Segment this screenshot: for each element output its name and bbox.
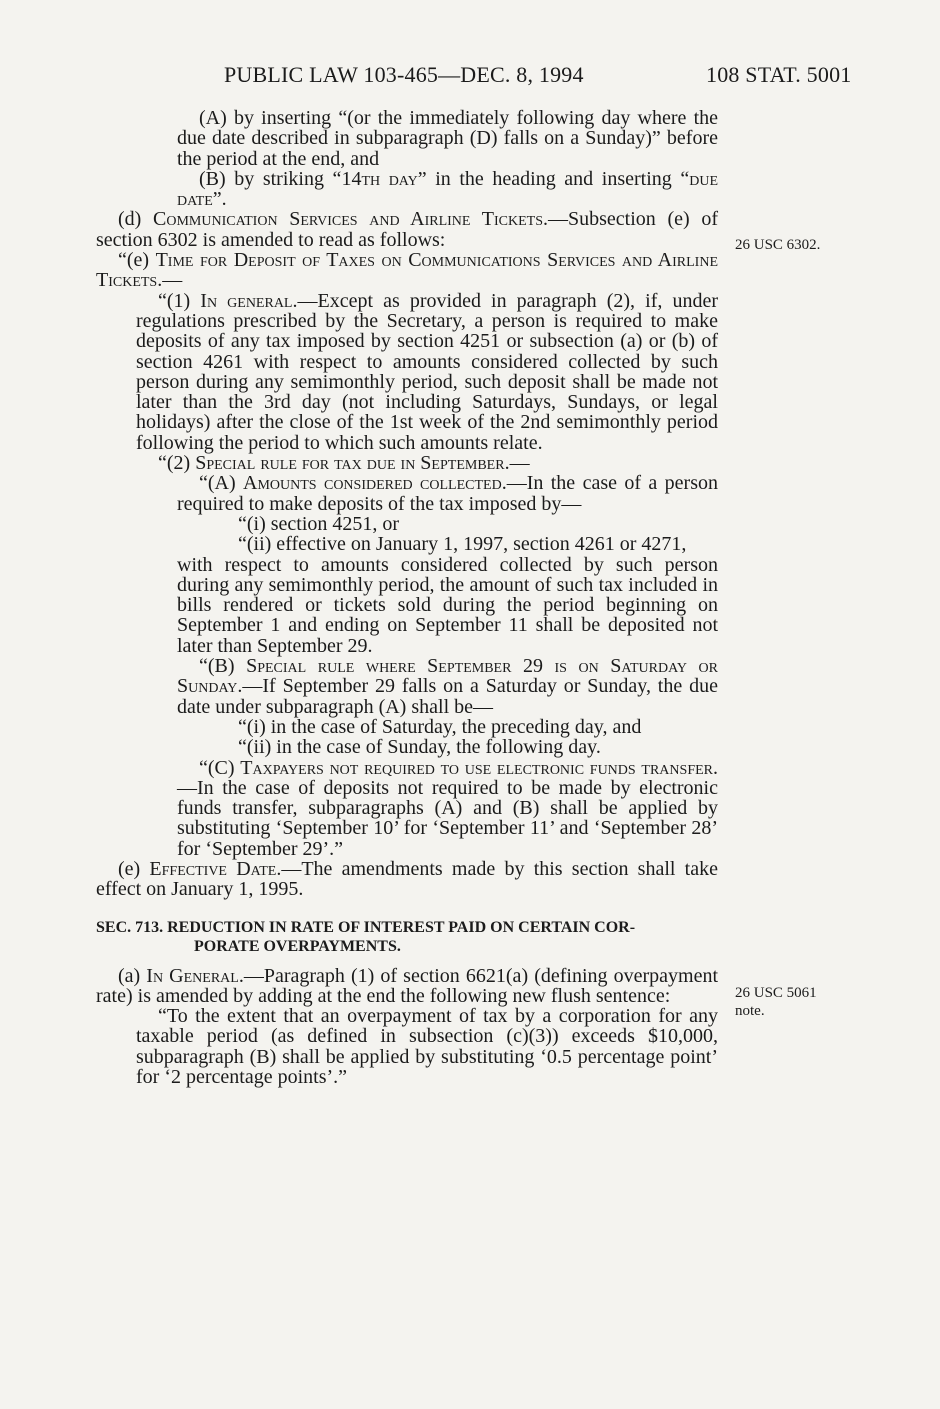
clause-2b-ii: “(ii) in the case of Sunday, the following day. — [238, 736, 601, 759]
text-run: “(1) — [158, 289, 201, 312]
text-run: .—Subsection (e) of section 6302 is amended to read as follows: — [96, 208, 718, 251]
text-run: .—Paragraph (1) of section 6621(a) (defining overpayment rate) is amended by adding at the end the following new flush sentence: — [96, 964, 718, 1007]
flush-sentence-quote: “To the extent that an overpayment of tax by a corporation for any taxable period (as defined in subsection (c)(3)) exceeds $10,000, subparagraph (B) shall be applied by substituting ‘0.5 percentage point’ for ‘2 percentage points’.” — [136, 1005, 718, 1089]
text-run: (a) — [118, 964, 147, 987]
margin-note-line: 26 USC 5061 — [735, 985, 817, 1001]
small-caps-run: 14th day — [341, 167, 418, 190]
text-run: “(C) — [199, 756, 241, 779]
subparagraph-2c — [177, 758, 718, 859]
text-run: (B) by striking “ — [199, 167, 342, 190]
subparagraph-2a — [177, 473, 718, 514]
clause-a-inserting: (A) by inserting “(or the immediately following day where the due date described in subparagraph (D) falls on a Sunday)” before the period at the end, and — [177, 107, 718, 170]
text-run: ” in the heading and inserting “ — [417, 167, 690, 190]
text-run: “(B) — [199, 655, 247, 678]
clause-2a-i: “(i) section 4251, or — [238, 512, 400, 535]
section-713-heading — [96, 918, 718, 956]
subsection-heading: Communication Services and Airline Tickets — [153, 208, 543, 231]
paragraph-1-in-general — [136, 291, 718, 453]
text-run: .—In the case of a person required to make deposits of the tax imposed by— — [177, 472, 719, 515]
document-body — [96, 108, 718, 1087]
paragraph-heading: In general — [200, 289, 293, 312]
text-run: (e) — [118, 857, 150, 880]
subsection-e-heading — [96, 250, 718, 291]
text-run: .—In the case of deposits not required to be made by electronic funds transfer, subparagraphs (A) and (B) shall be applied by substituting ‘September 10’ for ‘September 11’ and ‘September 28’ for ‘September 29’.” — [177, 756, 718, 860]
subparagraph-2b — [177, 656, 718, 717]
small-caps-run: due date — [177, 167, 719, 211]
text-run: (d) — [118, 208, 153, 231]
text-run: “(e) — [118, 249, 156, 272]
subsection-e-effective-date — [96, 859, 718, 900]
text-run: .—Except as provided in paragraph (2), if, under regulations prescribed by the Secretary, a person is required to make deposits of any tax imposed by section 4251 or subsection (a) or (b) of section 4261 with respect to amounts considered collected by such person during any semimonthly period, such deposit shall be made not later than the 3rd day (not including Saturdays, Sundays, or legal holidays) after the close of the 1st week of the 2nd semimonthly period following the period to which such amounts relate. — [136, 289, 718, 454]
text-run: .— — [504, 452, 530, 475]
paragraph-2-heading — [136, 453, 718, 473]
running-header-stat-page: 108 STAT. 5001 — [706, 62, 852, 87]
subparagraph-heading: Special rule where September 29 is on Saturday or Sunday — [177, 655, 718, 698]
subsection-heading: In General — [146, 964, 239, 987]
clause-2a-ii: “(ii) effective on January 1, 1997, section 4261 or 4271, — [238, 533, 687, 556]
running-header-title: PUBLIC LAW 103-465—DEC. 8, 1994 — [224, 62, 584, 87]
subparagraph-heading: Taxpayers not required to use electronic funds transfer — [240, 756, 713, 779]
subsection-a-in-general — [96, 966, 718, 1007]
subparagraph-heading: Amounts considered collected — [243, 472, 502, 495]
text-run: “(A) — [199, 472, 244, 495]
section-heading-line: SEC. 713. REDUCTION IN RATE OF INTEREST PAID ON CERTAIN COR- — [96, 918, 636, 936]
clause-2b-i: “(i) in the case of Saturday, the preceding day, and — [238, 715, 642, 738]
text-run: “(2) — [158, 452, 196, 475]
margin-note-line: note. — [735, 1003, 765, 1019]
text-run: .— — [157, 269, 183, 292]
paragraph-heading: Special rule for tax due in September — [195, 452, 505, 475]
clause-b-striking — [177, 169, 718, 210]
section-heading-line: PORATE OVERPAYMENTS. — [194, 937, 401, 955]
subsection-heading: Time for Deposit of Taxes on Communications Services and Airline Tickets — [96, 249, 718, 292]
subsection-d — [96, 209, 718, 250]
text-run: .—If September 29 falls on a Saturday or Sunday, the due date under subparagraph (A) shall be— — [177, 675, 718, 718]
subparagraph-2a-flush: with respect to amounts considered collected by such person during any semimonthly period, the amount of such tax included in bills rendered or tickets sold during the period beginning on September 1 and ending on September 11 shall be deposited not later than September 29. — [177, 553, 718, 657]
text-run: .—The amendments made by this section shall take effect on January 1, 1995. — [96, 857, 718, 901]
subsection-heading: Effective Date — [149, 857, 277, 880]
text-run: ”. — [212, 188, 227, 211]
margin-note-26-usc-6302: 26 USC 6302. — [735, 237, 821, 253]
margin-note-26-usc-5061 — [735, 984, 817, 1020]
